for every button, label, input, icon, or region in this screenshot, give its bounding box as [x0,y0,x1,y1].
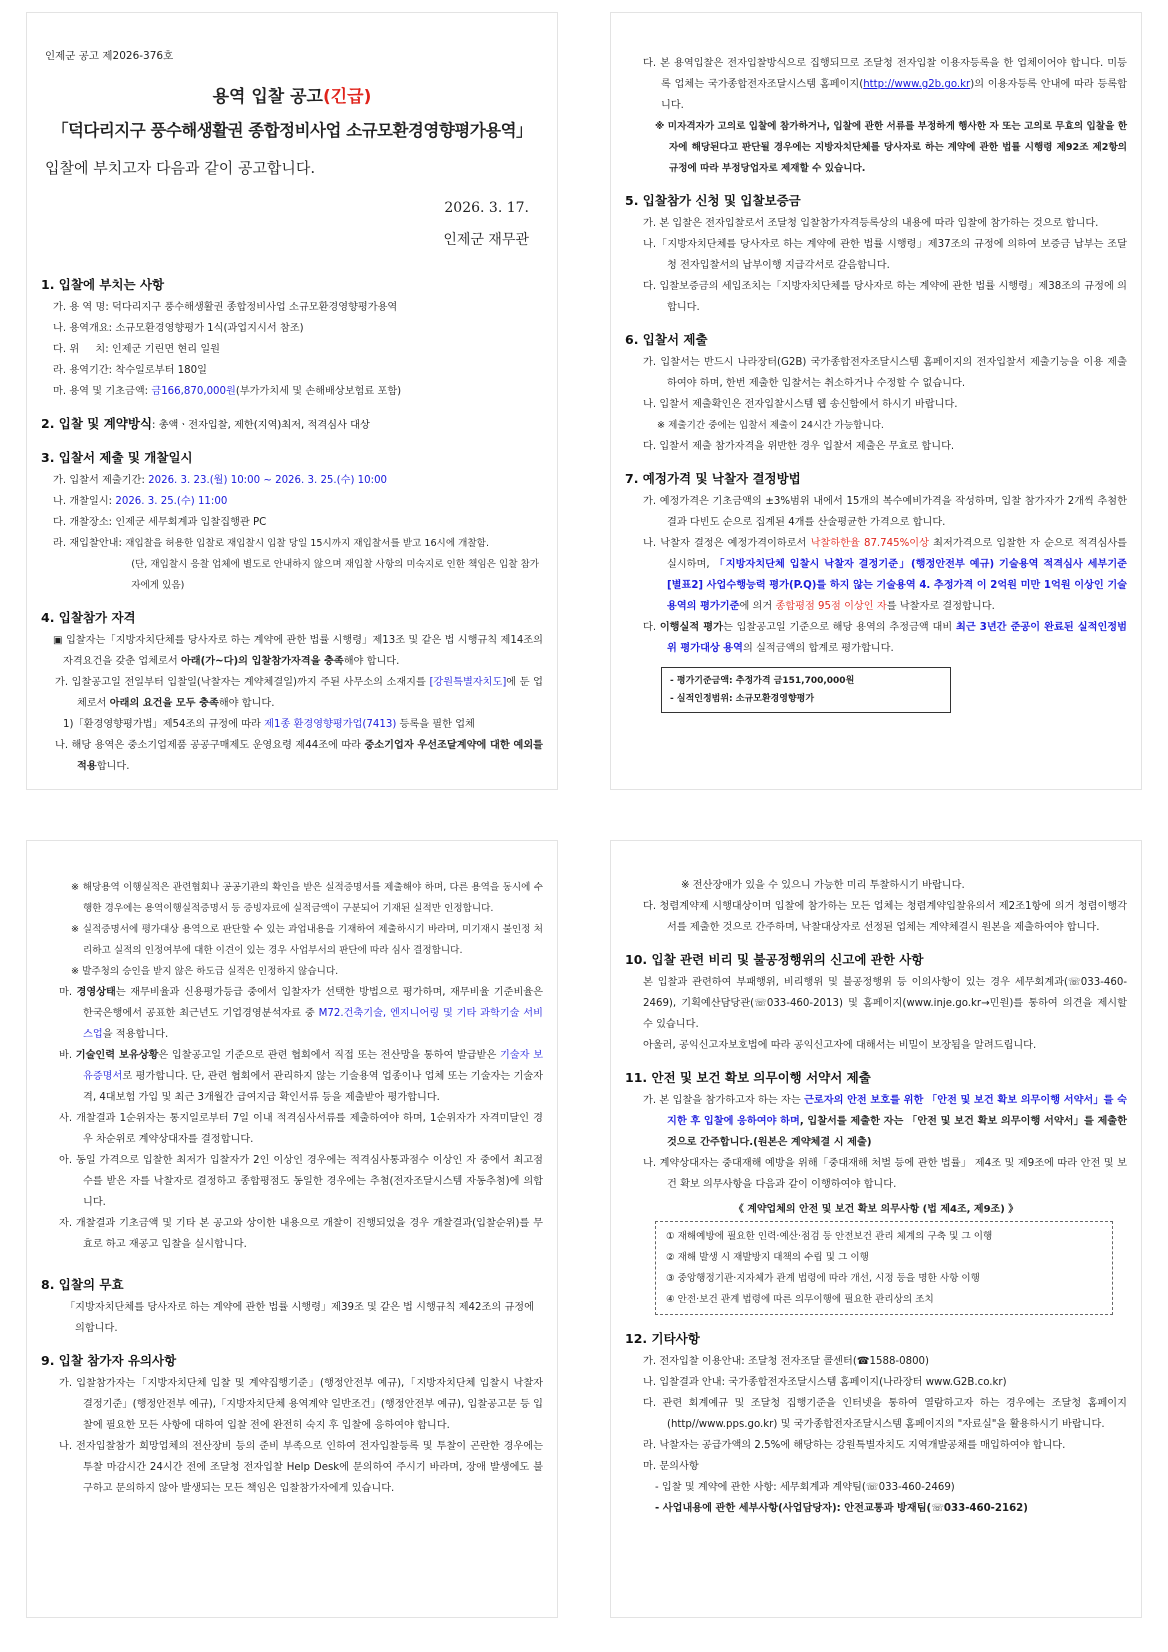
list-item [41,982,543,1045]
list-item [53,533,543,596]
section-10-title: 10. 입찰 관련 비리 및 불공정행위의 신고에 관한 사항 [625,952,924,967]
text: 가. 입찰공고일 전일부터 입찰일(낙찰자는 계약체결일)까지 주된 사무소의 소재지를 [55,677,430,688]
text: 나. 낙찰자 결정은 예정가격이하로서 [643,538,811,549]
paragraph: 「지방자치단체를 당사자로 하는 계약에 관한 법률 시행령」제39조 및 같은 법 시행규칙 제42조의 규정에 의합니다. [65,1302,534,1334]
contact-project: - 사업내용에 관한 세부사항(사업담당자): 안전교통과 방재팀(☏033-460-2162) [655,1503,1028,1514]
list-item [625,533,1127,617]
bid-period: 2026. 3. 23.(월) 10:00 ~ 2026. 3. 25.(수) 10:00 [148,475,388,486]
text: 는 재무비율과 신용평가등급 중에서 입찰자가 선택한 방법으로 평가하며, 재무비율 기준비율은 한국은행에서 공표한 최근년도 기업경영분석자료 중 [83,987,543,1019]
item-key: 라. 용역기간: [53,365,116,376]
certificate-name: 기술자 보유증명서 [83,1050,543,1082]
rebid-text: 재입찰을 허용한 입찰로 재입찰시 입찰 당일 15시까지 재입찰서를 받고 16시에 개찰함. [125,538,489,549]
safety-box-title: 《 계약업체의 안전 및 보건 확보 의무사항 (법 제4조, 제9조) 》 [733,1204,1019,1215]
text: 는 입찰공고일 기준으로 해당 용역의 추정금액 대비 [722,622,956,633]
list-item: 가. 입찰서는 반드시 나라장터(G2B) 국가종합전자조달시스템 홈페이지의 전자입찰서 제출기능을 이용 제출하여야 하며, 한번 제출한 입찰서는 취소하거나 수정할 수 없습니다. [643,357,1127,389]
evaluation-scope: - 실적인정범위: 소규모환경영향평가 [670,694,815,704]
list-item: 나. 계약상대자는 중대재해 예방을 위해「중대재해 처벌 등에 관한 법률」 제4조 및 제9조에 따라 안전 및 보건 확보 의무사항을 다음과 같이 이행하여야 합니다. [643,1158,1127,1190]
item-key: 가. 용 역 명: [53,302,112,313]
section-11-title: 11. 안전 및 보건 확보 의무이행 서약서 제출 [625,1070,871,1085]
list-item: 라. 낙찰자는 공급가액의 2.5%에 해당하는 강원특별자치도 지역개발공채를 매입하여야 합니다. [643,1440,1066,1451]
paragraph [625,53,1127,116]
list-item: 자. 개찰결과 기초금액 및 기타 본 공고와 상이한 내용으로 개찰이 진행되었을 경우 개찰결과(입찰순위)를 무효로 하고 재공고 입찰을 실시합니다. [59,1218,543,1250]
evaluation-box [661,667,951,713]
safety-box [655,1221,1113,1315]
text: 의 실적금액의 합계로 평가합니다. [742,643,894,654]
note: ※ 실적증명서에 평가대상 용역으로 판단할 수 있는 과업내용을 기재하여 제출하시기 바라며, 미기재시 불인정 처리하고 실적의 인정여부에 대한 이견이 있는 경우 사업부서의 판단에 따라 심사 결정합니다. [71,924,543,956]
text: 해야 합니다. [343,656,400,667]
document-page-3 [26,840,558,1618]
section-4-title: 4. 입찰참가 자격 [41,610,136,625]
list-item: 가. 예정가격은 기초금액의 ±3%범위 내에서 15개의 복수예비가격을 작성하며, 입찰 참가자가 2개씩 추첨한 결과 다빈도 순으로 집계된 4개를 산술평균한 가격으로 합니다. [643,496,1127,528]
section-3-body [41,470,543,596]
text: 다. 본 용역입찰은 전자입찰방식으로 집행되므로 조달청 전자입찰 이용자등록을 한 업체이어야 합니다. 미등록 업체는 국가종합전자조달시스템 홈페이지( [643,58,1127,90]
section-3-title: 3. 입찰서 제출 및 개찰일시 [41,450,193,465]
text: 합니다. [96,761,130,772]
text: 에 둔 업체로서 [77,677,543,709]
list-item: 다. 청렴계약제 시행대상이며 입찰에 참가하는 모든 업체는 청렴계약입찰유의서 제2조1항에 의거 청렴이행각서를 제출한 것으로 간주하며, 낙찰대상자로 선정된 업체는 계약체결시 원본을 제출하여야 합니다. [643,901,1127,933]
section-5-title: 5. 입찰참가 신청 및 입찰보증금 [625,193,801,208]
emphasis: 중소기업자 우선조달계약에 대한 예외를 적용 [77,740,543,772]
list-item: 아. 동일 가격으로 입찰한 최저가 입찰자가 2인 이상인 경우에는 적격심사통과점수 이상인 자 중에서 최고점수를 받은 자를 낙찰자로 결정하고 종합평점도 동일한 경우에는 추첨(전자조달시스템 자동추첨)에 의합니다. [59,1155,543,1208]
section-2-desc: : 총액ㆍ전자입찰, 제한(지역)최저, 적격심사 대상 [152,420,370,431]
opening-date: 2026. 3. 25.(수) 11:00 [115,496,228,507]
item-key: 나. 용역개요: [53,323,116,334]
criteria-reference: 「지방자치단체 입찰시 낙찰자 결정기준」(행정안전부 예규) 기술용역 적격심사 세부기준 [별표2] 사업수행능력 평가(P.Q)를 하지 않는 기술용역 4. 추정가격 이 2억원 미만 1억원 이상인 기술용역의 평가기준 [667,559,1128,612]
issuer: 인제군 재무관 [443,232,529,248]
paragraph [41,714,543,735]
score-threshold: 종합평점 95점 이상인 자 [775,601,887,612]
contact-contract: - 입찰 및 계약에 관한 사항: 세무회계과 계약팀(☏033-460-2469) [655,1482,955,1493]
section-12-title: 12. 기타사항 [625,1331,700,1346]
paragraph [41,630,543,672]
list-item [53,360,543,381]
emphasis: 기술인력 보유상황 [75,1050,159,1061]
item-value: 덕다리지구 풍수해생활권 종합정비사업 소규모환경영향평가용역 [112,302,398,313]
list-item [53,339,543,360]
list-item: 가. 전자입찰 이용안내: 조달청 전자조달 콜센터(☎1588-0800) [643,1356,930,1367]
list-item: 가. 입찰참가자는「지방자치단체 입찰 및 계약집행기준」(행정안전부 예규),「지방자치단체 입찰시 낙찰자 결정기준」(행정안전부 예규),「지방자치단체 용역계약 일반조건」(행정안전부 예규), 입찰공고문 등 입찰에 필요한 모든 사항에 대하여 입찰 전에 완전히 숙지 후 입찰에 응하여야 합니다. [59,1378,543,1431]
note: ※ 전산장애가 있을 수 있으니 가능한 미리 투찰하시기 바랍니다. [681,880,965,891]
list-item: 마. 문의사항 [643,1461,699,1472]
emphasis: 경영상태 [76,987,116,998]
notice-title [41,85,543,109]
list-item [53,381,543,402]
text: 나. 해당 용역은 중소기업제품 공공구매제도 운영요령 제44조에 따라 [55,740,365,751]
list-item [41,1045,543,1108]
section-6-title: 6. 입찰서 제출 [625,332,708,347]
list-item: 다. 입찰보증금의 세입조치는「지방자치단체를 당사자로 하는 계약에 관한 법률 시행령」제38조의 규정에 의합니다. [643,281,1127,313]
item-key: 나. 개찰일시: [53,496,116,507]
note: ※ 발주청의 승인을 받지 않은 하도급 실적은 인정하지 않습니다. [71,966,339,977]
warning-note: ※ 미자격자가 고의로 입찰에 참가하거나, 입찰에 관한 서류를 부정하게 행사한 자 또는 고의로 무효의 입찰을 한 자에 해당된다고 판단될 경우에는 지방자치단체를 당사자로 하는 계약에 관한 법률 시행령 제92조 제2항의 규정에 따라 부정당업자로 제재할 수 있습니다. [655,121,1127,174]
list-item [53,470,543,491]
section-1-title: 1. 입찰에 부치는 사항 [41,277,165,292]
section-2-title [41,414,543,436]
list-item [53,491,543,512]
project-title: 「덕다리지구 풍수해생활권 종합정비사업 소규모환경영향평가용역」 [51,121,533,140]
emphasis: 이행실적 평가 [659,622,723,633]
paragraph [41,735,543,777]
list-item: 다. 관련 회계예규 및 조달청 집행기준을 인터넷을 통하여 열람하고자 하는 경우에는 조달청 홈페이지 (http//www.pps.go.kr) 및 국가종합전자조달시스템 홈페이지의 "자료실"을 활용하시기 바랍니다. [643,1398,1127,1430]
text: 등록을 필한 업체 [396,719,475,730]
note: ※ 제출기간 중에는 입찰서 제출이 24시간 가능합니다. [657,420,884,431]
emphasis: 아래의 요건을 모두 충족 [109,698,219,709]
list-item: 다. 입찰서 제출 참가자격을 위반한 경우 입찰서 제출은 무효로 합니다. [643,441,955,452]
evaluation-amount: - 평가기준금액: 추정가격 금151,700,000원 [670,676,855,686]
list-item: 가. 본 입찰은 전자입찰로서 조달청 입찰참가자격등록상의 내용에 따라 입찰에 참가하는 것으로 합니다. [643,218,1099,229]
list-item [625,617,1127,659]
list-item: ② 재해 발생 시 재발방지 대책의 수립 및 그 이행 [666,1252,869,1263]
list-item: ③ 중앙행정기관·지자체가 관계 법령에 따라 개선, 시정 등을 명한 사항 이행 [666,1273,980,1284]
list-item: 사. 개찰결과 1순위자는 통지일로부터 7일 이내 적격심사서류를 제출하여야 하며, 1순위자가 자격미달인 경우 차순위로 계약상대자를 결정합니다. [59,1113,543,1145]
notice-date: 2026. 3. 17. [444,200,529,216]
text: 바. [59,1050,76,1061]
text: 로 평가합니다. 단, 관련 협회에서 관리하지 않는 기술용역 업종이나 업체 또는 기술자는 기술자격, 4대보험 가입 및 최근 3개월간 급여지급 확인서류 등을 제출받아 평가합니다. [83,1071,543,1103]
item-key: 라. 재입찰안내: [53,538,126,549]
text: ▣ 입찰자는「지방자치단체를 당사자로 하는 계약에 관한 법률 시행령」제13조 및 같은 법 시행규칙 제14조의 자격요건을 갖춘 업체로서 [53,635,543,667]
text: 가. 본 입찰을 참가하고자 하는 자는 [643,1095,805,1106]
text: 다. [643,622,660,633]
text: , 입찰서를 제출한 자는 「안전 및 보건 확보 의무이행 서약서」를 제출한 것으로 간주합니다.(원본은 계약체결 시 제출) [667,1116,1128,1148]
list-item [53,318,543,339]
item-key: 다. 위 치: [53,344,112,355]
text: 마. [59,987,77,998]
list-item: 나. 입찰결과 안내: 국가종합전자조달시스템 홈페이지(나라장터 www.G2B.co.kr) [643,1377,1007,1388]
performance-scope: 최근 3년간 준공이 완료된 실적인정범위 평가대상 용역 [667,622,1127,654]
list-item: 나.「지방자치단체를 당사자로 하는 계약에 관한 법률 시행령」제37조의 규정에 의하여 보증금 납부는 조달청 전자입찰서의 납부이행 지급각서로 갈음합니다. [643,239,1127,271]
text: 에 의거 [739,601,776,612]
paragraph [41,672,543,714]
list-item: ① 재해예방에 필요한 인력·예산·점검 등 안전보건 관리 체계의 구축 및 그 이행 [666,1231,993,1242]
item-value: 소규모환경영향평가 1식(과업지시서 참조) [115,323,304,334]
emphasis: 아래(가~다)의 입찰참가자격을 충족 [180,656,344,667]
text: 을 적용합니다. [102,1029,169,1040]
paragraph: 본 입찰과 관련하여 부패행위, 비리행위 및 불공정행위 등 이의사항이 있는 경우 세무회계과(☏033-460-2469), 기획예산담당관(☏033-460-2013) 및 홈페이지(www.inje.go.kr→민원)를 통하여 의견을 제시할 수 있습니다. [643,977,1127,1030]
text: 최저가격으로 입찰한 자 순으로 적격심사를 실시하며, [667,538,1128,570]
list-item: 나. 입찰서 제출확인은 전자입찰시스템 웹 송신함에서 하시기 바랍니다. [643,399,958,410]
item-key: 가. 입찰서 제출기간: [53,475,149,486]
text: 해야 합니다. [218,698,275,709]
section-1-body [41,297,543,402]
item-key: 마. 용역 및 기초금액: [53,386,152,397]
text: )의 이용자등록 안내에 따라 등록합니다. [661,79,1127,111]
g2b-link[interactable]: http://www.g2b.go.kr [863,79,971,90]
section-9-title: 9. 입찰 참가자 유의사항 [41,1353,177,1368]
intro-text: 입찰에 부치고자 다음과 같이 공고합니다. [45,159,316,177]
safety-pledge: 근로자의 안전 보호를 위한 「안전 및 보건 확보 의무이행 서약서」를 숙지한 후 입찰에 응하여야 하며 [667,1095,1127,1127]
list-item [625,1090,1127,1153]
list-item: 나. 전자입찰참가 희망업체의 전산장비 등의 준비 부족으로 인하여 전자입찰등록 및 투찰이 곤란한 경우에는 투찰 마감시간 24시간 전에 조달청 전자입찰 Help Desk에 문의하여 주시기 바라며, 장애 발생에도 불구하고 문의하지 않아 발생되는 모든 책임은 입찰참가자에게 있습니다. [59,1441,543,1494]
text: 1)「환경영향평가법」제54조의 규정에 따라 [63,719,265,730]
urgent-label: (긴급) [322,87,372,107]
item-value: (부가가치세 및 손해배상보험료 포함) [235,386,402,397]
lower-limit-rate: 낙찰하한율 87.745%이상 [810,538,929,549]
base-amount: 금166,870,000원 [151,386,236,397]
rebid-note: (단, 재입찰시 응찰 업체에 별도로 안내하지 않으며 재입찰 사항의 미숙지로 인한 책임은 입찰 참가자에게 있음) [131,559,540,591]
paragraph: 아울러, 공익신고자보호법에 따라 공익신고자에 대해서는 비밀이 보장됨을 알려드립니다. [643,1040,1037,1051]
document-page-4 [610,840,1142,1618]
item-value [125,533,543,596]
document-page-1 [26,12,558,790]
section-8-title: 8. 입찰의 무효 [41,1277,124,1292]
text: 은 입찰공고일 기준으로 관련 협회에서 직접 또는 전산망을 통하여 발급받은 [158,1050,500,1061]
item-value: 착수일로부터 180일 [115,365,207,376]
region: [강원특별자치도] [429,677,507,688]
list-item [53,297,543,318]
text: 를 낙찰자로 결정합니다. [886,601,995,612]
notice-number: 인제군 공고 제2026-376호 [45,50,174,62]
list-item: 다. 개찰장소: 인제군 세무회계과 입찰집행관 PC [53,517,267,528]
section-2-heading: 2. 입찰 및 계약방식 [41,416,153,431]
document-page-2 [610,12,1142,790]
industry-code: M72.건축기술, 엔지니어링 및 기타 과학기술 서비스업 [83,1008,543,1040]
item-value: 인제군 기린면 현리 일원 [111,344,221,355]
license: 제1종 환경영향평가업(7413) [264,719,397,730]
section-7-title: 7. 예정가격 및 낙찰자 결정방법 [625,471,801,486]
note: ※ 해당용역 이행실적은 관련협회나 공공기관의 확인을 받은 실적증명서를 제출해야 하며, 다른 용역을 동시에 수행한 경우에는 용역이행실적증명서 등 증빙자료에 실적금액이 구분되어 기재된 실적만 인정합니다. [71,882,543,914]
list-item: ④ 안전·보건 관계 법령에 따른 의무이행에 필요한 관리상의 조치 [666,1294,934,1305]
title-prefix: 용역 입찰 공고 [212,87,323,107]
